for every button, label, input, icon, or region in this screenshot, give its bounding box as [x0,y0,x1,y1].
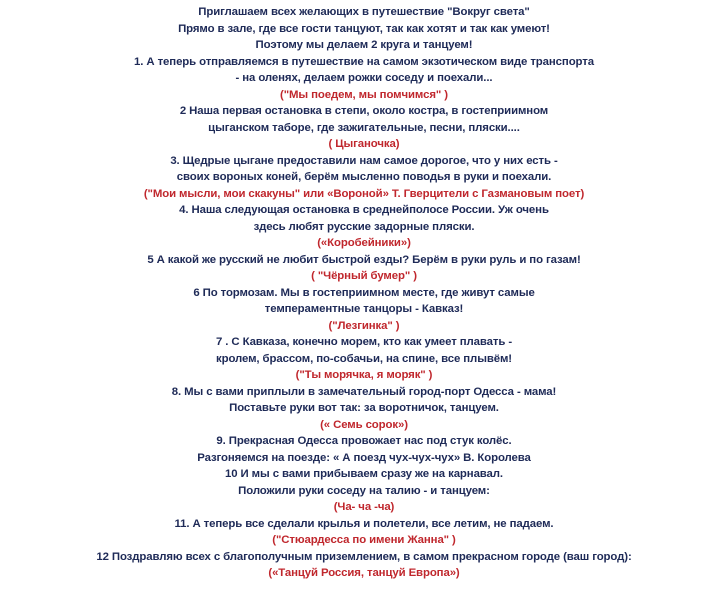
step-text-line: 3. Щедрые цыгане предоставили нам самое дорогое, что у них есть - [170,154,558,167]
song-title-line: (Ча- ча -ча) [333,501,395,513]
song-title-line: ("Мои мысли, мои скакуны" или «Вороной» Т. Гверцители с Газмановым поет) [143,187,585,200]
step-text-line: Разгоняемся на поезде: « А поезд чух-чух-чух» В. Королева [197,451,531,464]
song-title-line: ( "Чёрный бумер" ) [311,270,417,282]
song-title-line: (« Семь сорок») [320,418,408,431]
step-text-line: 1. А теперь отправляемся в путешествие на самом экзотическом виде транспорта [134,55,594,68]
step-text-line: 4. Наша следующая остановка в среднейполосе России. Уж очень [179,204,549,216]
step-text-line: своих вороных коней, берём мысленно поводья в руки и поехали. [176,171,552,183]
intro-line: Приглашаем всех желающих в путешествие "Вокруг света" [198,6,530,18]
step-text-line: 6 По тормозам. Мы в гостеприимном месте, где живут самые [193,286,535,299]
document-body [0,4,728,582]
song-title-line: ("Лезгинка" ) [328,319,400,332]
step-text-line: 7 . С Кавказа, конечно морем, кто как умеет плавать - [215,336,513,348]
step-text-line: 8. Мы с вами приплыли в замечательный город-порт Одесса - мама! [171,385,557,398]
step-text-line: цыганском таборе, где зажигательные, песни, пляски.... [208,121,520,134]
step-text-line: 11. А теперь все сделали крылья и полетели, все летим, не падаем. [174,517,554,530]
song-title-line: ("Мы поедем, мы помчимся" ) [280,88,448,101]
song-title-line: ( Цыганочка) [328,138,400,150]
song-title-line: («Танцуй Россия, танцуй Европа») [268,567,460,579]
song-title-line: ("Стюардесса по имени Жанна" ) [272,534,456,546]
step-text-line: Положили руки соседу на талию - и танцуем: [238,484,490,497]
song-title-line: («Коробейники») [317,237,411,249]
intro-line: Прямо в зале, где все гости танцуют, так как хотят и так как умеют! [178,22,550,35]
step-text-line: Поставьте руки вот так: за воротничок, танцуем. [229,402,499,414]
step-text-line: 10 И мы с вами прибываем сразу же на карнавал. [225,468,503,480]
step-text-line: кролем, брассом, по-собачьи, на спине, все плывём! [216,352,512,365]
intro-line: Поэтому мы делаем 2 круга и танцуем! [255,39,473,51]
step-text-line: 9. Прекрасная Одесса провожает нас под стук колёс. [216,435,512,447]
step-text-line: 12 Поздравляю всех с благополучным приземлением, в самом прекрасном городе (ваш город): [96,550,632,563]
step-text-line: темпераментные танцоры - Кавказ! [264,303,464,315]
step-text-line: - на оленях, делаем рожки соседу и поехали... [235,72,493,84]
step-text-line: 5 А какой же русский не любит быстрой езды? Берём в руки руль и по газам! [147,253,581,266]
step-text-line: здесь любят русские задорные пляски. [253,220,475,233]
song-title-line: ("Ты морячка, я моряк" ) [295,369,433,381]
step-text-line: 2 Наша первая остановка в степи, около костра, в гостеприимном [179,105,549,117]
